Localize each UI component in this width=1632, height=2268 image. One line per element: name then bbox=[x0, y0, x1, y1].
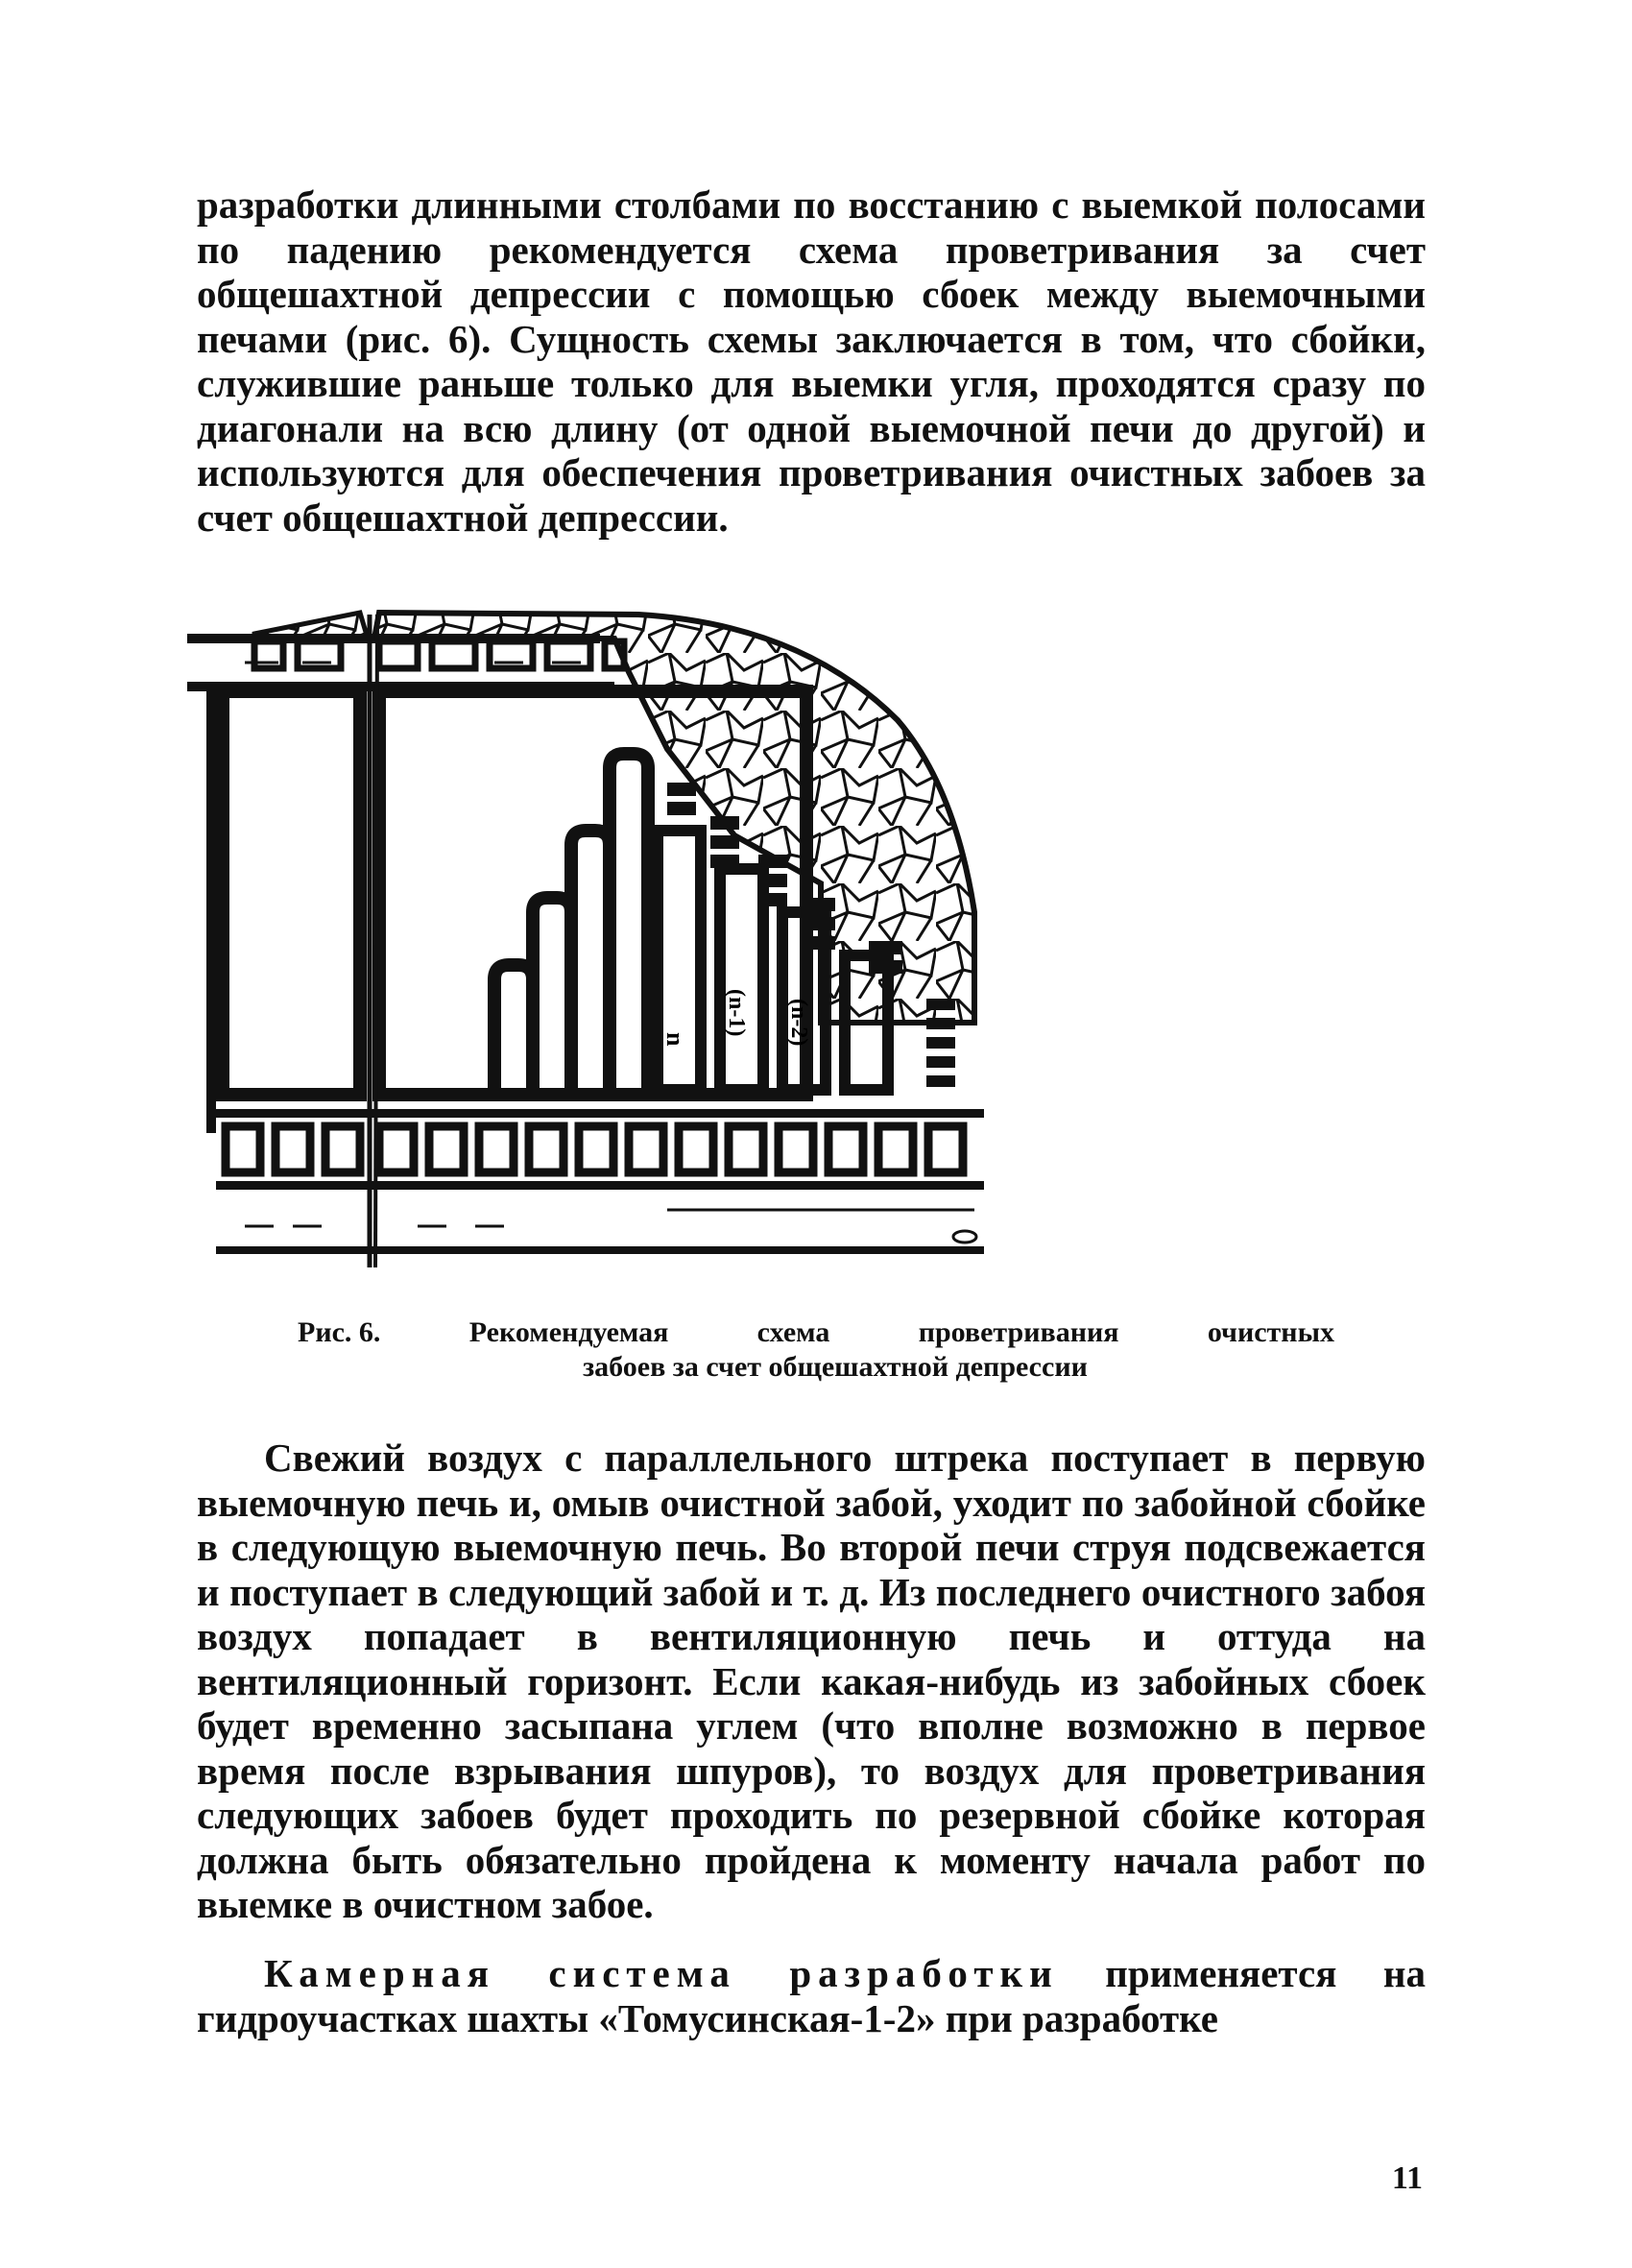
caption-line-2: забоев за счет общешахтной депрессии bbox=[583, 1351, 1088, 1383]
lower-pillars bbox=[226, 1126, 963, 1172]
working-faces bbox=[494, 754, 648, 1095]
caption-line-1 bbox=[298, 1315, 1334, 1350]
caption-word: очистных bbox=[1207, 1316, 1334, 1348]
upper-pillars bbox=[254, 641, 624, 668]
caption-word: проветривания bbox=[918, 1316, 1119, 1348]
paragraph-2: Свежий воздух с параллельного штрека поступает в первую выемочную печь и, омыв очистной забой, уходит по забойной сбойке в следующую выемочную печь. Во второй печи струя подсвежается и поступает в следующий забой и т. д. Из последнего очистного забоя воздух попадает в вентиляционную печь и оттуда на вентиляционный горизонт. Если какая-нибудь из забойных сбоек будет временно засыпана углем (что вполне возможно в первое время после взрывания шпуров), то воздух для проветривания следующих забоев будет проходить по резервной сбойке которая должна быть обязательно пройдена к моменту начала работ по выемке в очистном забое. bbox=[197, 1436, 1426, 1926]
caption-word: схема bbox=[756, 1316, 830, 1348]
paragraph-3-text: применяется на гидроучастках шахты «Томусинская-1-2» при разработке bbox=[197, 1951, 1426, 2040]
label-n-minus-2: (n-2) bbox=[786, 999, 811, 1047]
spaced-term: Камерная система разработки bbox=[264, 1951, 1059, 1995]
paragraph-3 bbox=[197, 1951, 1426, 2040]
page-number: 11 bbox=[1391, 2160, 1423, 2196]
label-n-minus-1: (n-1) bbox=[724, 989, 749, 1037]
ventilation-diagram bbox=[187, 595, 1363, 1296]
figure-ventilation-scheme bbox=[187, 595, 1363, 1296]
left-panel bbox=[223, 691, 360, 1095]
figure-caption bbox=[298, 1315, 1334, 1385]
lower-drift bbox=[216, 1109, 984, 1118]
caption-prefix: Рис. 6. bbox=[298, 1316, 381, 1348]
paragraph-1: разработки длинными столбами по восстанию с выемкой полосами по падению рекомендуется схема проветривания за счет общешахтной депрессии с помощью сбоек между выемочными печами (рис. 6). Сущность схемы заключается в том, что сбойки, служившие раньше только для выемки угля, проходятся сразу по диагонали на всю длину (от одной выемочной печи до другой) и используются для обеспечения проветривания очистных забоев за счет общешахтной депрессии. bbox=[197, 182, 1426, 540]
caption-word: Рекомендуемая bbox=[468, 1316, 669, 1348]
label-n: n bbox=[661, 1032, 689, 1047]
